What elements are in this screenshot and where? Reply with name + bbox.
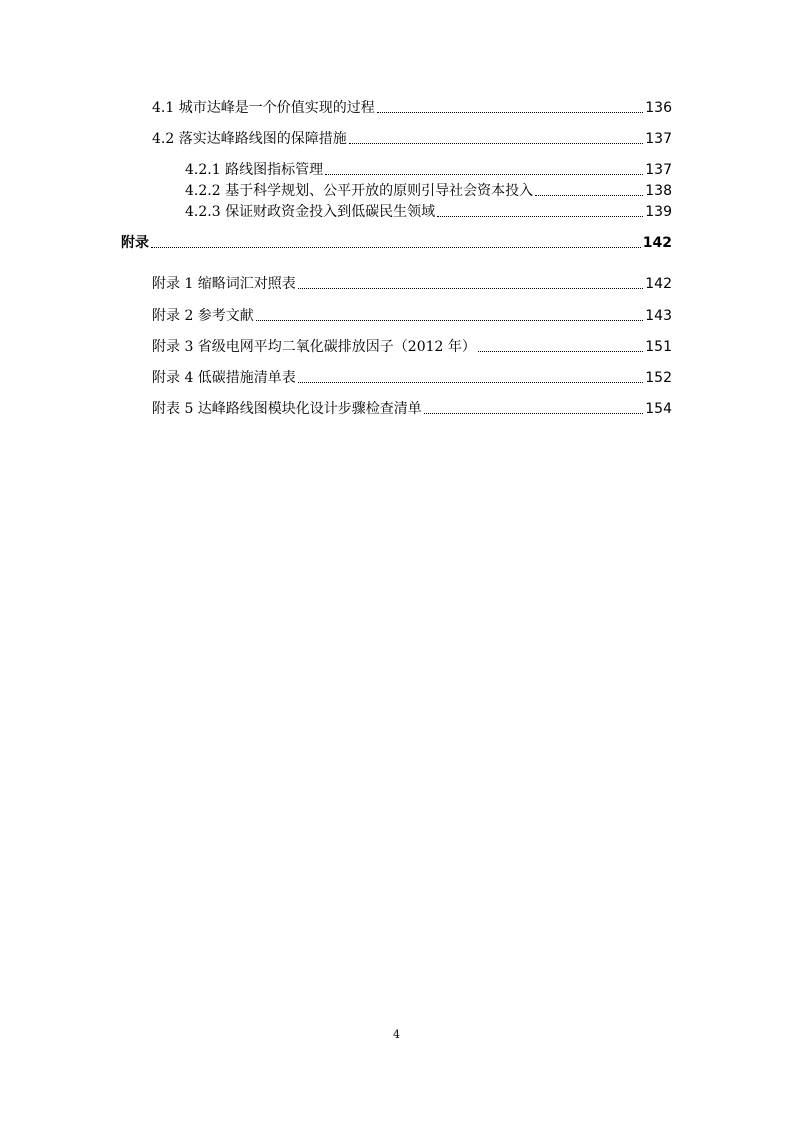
toc-entry-page: 137 [645, 162, 672, 178]
toc-entry-page: 142 [645, 276, 672, 292]
toc-entry-label: 4.2.1 路线图指标管理 [185, 162, 324, 178]
toc-entry-page: 139 [645, 204, 672, 220]
toc-entry-page: 142 [642, 235, 672, 251]
toc-entry-appendix-5[interactable] [152, 398, 672, 418]
toc-entry-label: 附表 5 达峰路线图模块化设计步骤检查清单 [152, 401, 422, 417]
toc-entry-page: 137 [645, 131, 672, 147]
toc-entry-appendix-4[interactable] [152, 367, 672, 387]
dot-leader [349, 143, 644, 144]
toc-entry-appendix-3[interactable] [152, 336, 672, 356]
page-number: 4 [393, 1028, 400, 1041]
dot-leader [298, 382, 643, 383]
toc-entry-label: 4.1 城市达峰是一个价值实现的过程 [152, 100, 375, 116]
toc-entry-label: 4.2.3 保证财政资金投入到低碳民生领域 [185, 204, 436, 220]
dot-leader [424, 413, 643, 414]
toc-entry-page: 154 [645, 401, 672, 417]
toc-entry-label: 附录 [121, 235, 149, 251]
toc-entry-page: 138 [645, 183, 672, 199]
toc-entry-4-2[interactable] [152, 128, 672, 148]
toc-entry-4-2-3[interactable] [185, 201, 672, 221]
toc-entry-page: 152 [645, 370, 672, 386]
dot-leader [478, 351, 643, 352]
toc-entry-label: 4.2.2 基于科学规划、公平开放的原则引导社会资本投入 [185, 183, 534, 199]
toc-entry-label: 4.2 落实达峰路线图的保障措施 [152, 131, 347, 147]
toc-entry-label: 附录 3 省级电网平均二氧化碳排放因子（2012 年） [152, 339, 476, 355]
dot-leader [535, 195, 643, 196]
toc-entry-appendix-1[interactable] [152, 273, 672, 293]
toc-entry-4-2-2[interactable] [185, 180, 672, 200]
toc-entry-4-1[interactable] [152, 97, 672, 117]
toc-entry-4-2-1[interactable] [185, 159, 672, 179]
dot-leader [377, 112, 644, 113]
toc-entry-label: 附录 4 低碳措施清单表 [152, 370, 296, 386]
toc-entry-label: 附录 1 缩略词汇对照表 [152, 276, 296, 292]
toc-entry-page: 151 [645, 339, 672, 355]
dot-leader [298, 288, 643, 289]
toc-entry-page: 136 [645, 100, 672, 116]
dot-leader [256, 320, 643, 321]
dot-leader [325, 174, 643, 175]
toc-entry-page: 143 [645, 308, 672, 324]
toc-entry-label: 附录 2 参考文献 [152, 308, 254, 324]
toc-entry-appendix-2[interactable] [152, 305, 672, 325]
toc-entry-appendix[interactable] [121, 232, 672, 252]
dot-leader [437, 216, 643, 217]
dot-leader [151, 247, 641, 248]
